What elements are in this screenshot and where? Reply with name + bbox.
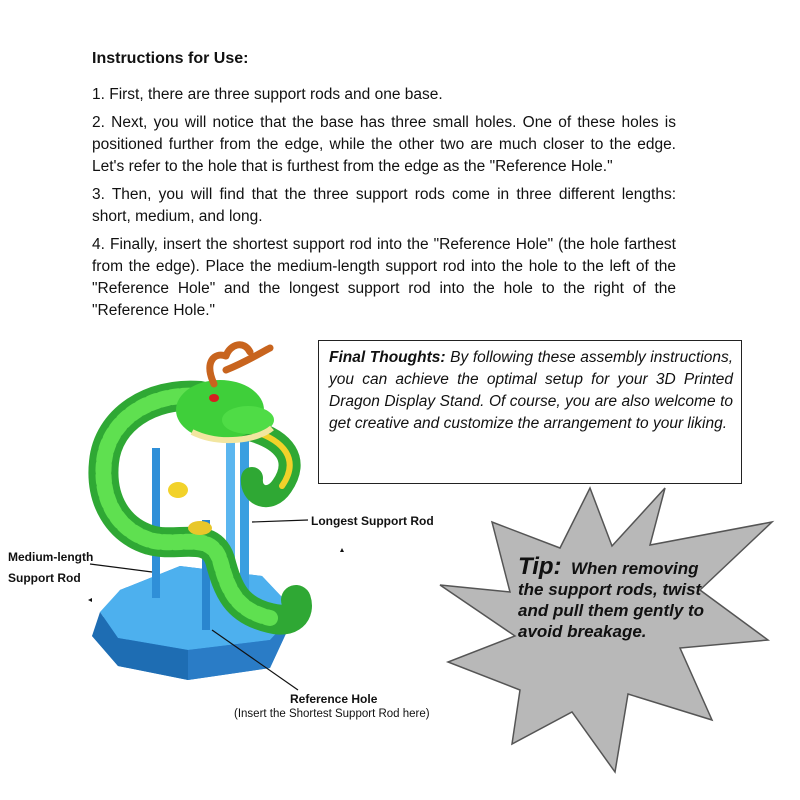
dragon-eye bbox=[209, 394, 219, 402]
longest-rod-label: Longest Support Rod bbox=[311, 514, 434, 528]
step-1: 1. First, there are three support rods and one base. bbox=[92, 86, 443, 103]
medium-rod-label-line2: Support Rod bbox=[8, 571, 81, 585]
dragon-antlers bbox=[210, 345, 270, 384]
reference-hole-note: (Insert the Shortest Support Rod here) bbox=[234, 708, 430, 720]
medium-rod-label-line1: Medium-length bbox=[8, 550, 94, 564]
instructions-heading: Instructions for Use: bbox=[92, 50, 249, 67]
step-3: 3. Then, you will find that the three support rods come in three different lengths: short, medium, and long. bbox=[92, 186, 676, 225]
step-4: 4. Finally, insert the shortest support rod into the "Reference Hole" (the hole farthest from the edge). Place the medium-length support rod into the hole to the left of the "Reference Hole" and the longest support rod into the hole to the right of the "Reference Hole." bbox=[92, 236, 676, 319]
final-thoughts-body: By following these assembly instructions, you can achieve the optimal setup for your 3D Printed Dragon Display Stand. Of course, you are also welcome to get creative and customize the arrangement to your liking. bbox=[329, 349, 734, 432]
tip-title: Tip: bbox=[518, 553, 562, 580]
tip-text bbox=[518, 553, 718, 642]
reference-hole-label: Reference Hole bbox=[290, 692, 378, 706]
medium-rod bbox=[152, 448, 160, 598]
medium-rod-pointer bbox=[90, 564, 152, 572]
step-2: 2. Next, you will notice that the base has three small holes. One of these holes is positioned further from the edge, while the other two are much closer to the edge. Let's refer to the hole that is furthest from the edge as the "Reference Hole." bbox=[92, 114, 676, 175]
final-thoughts-title: Final Thoughts: bbox=[329, 349, 446, 366]
tip-body: When removing the support rods, twist and pull them gently to avoid breakage. bbox=[518, 559, 705, 641]
longest-rod-pointer bbox=[252, 520, 308, 522]
